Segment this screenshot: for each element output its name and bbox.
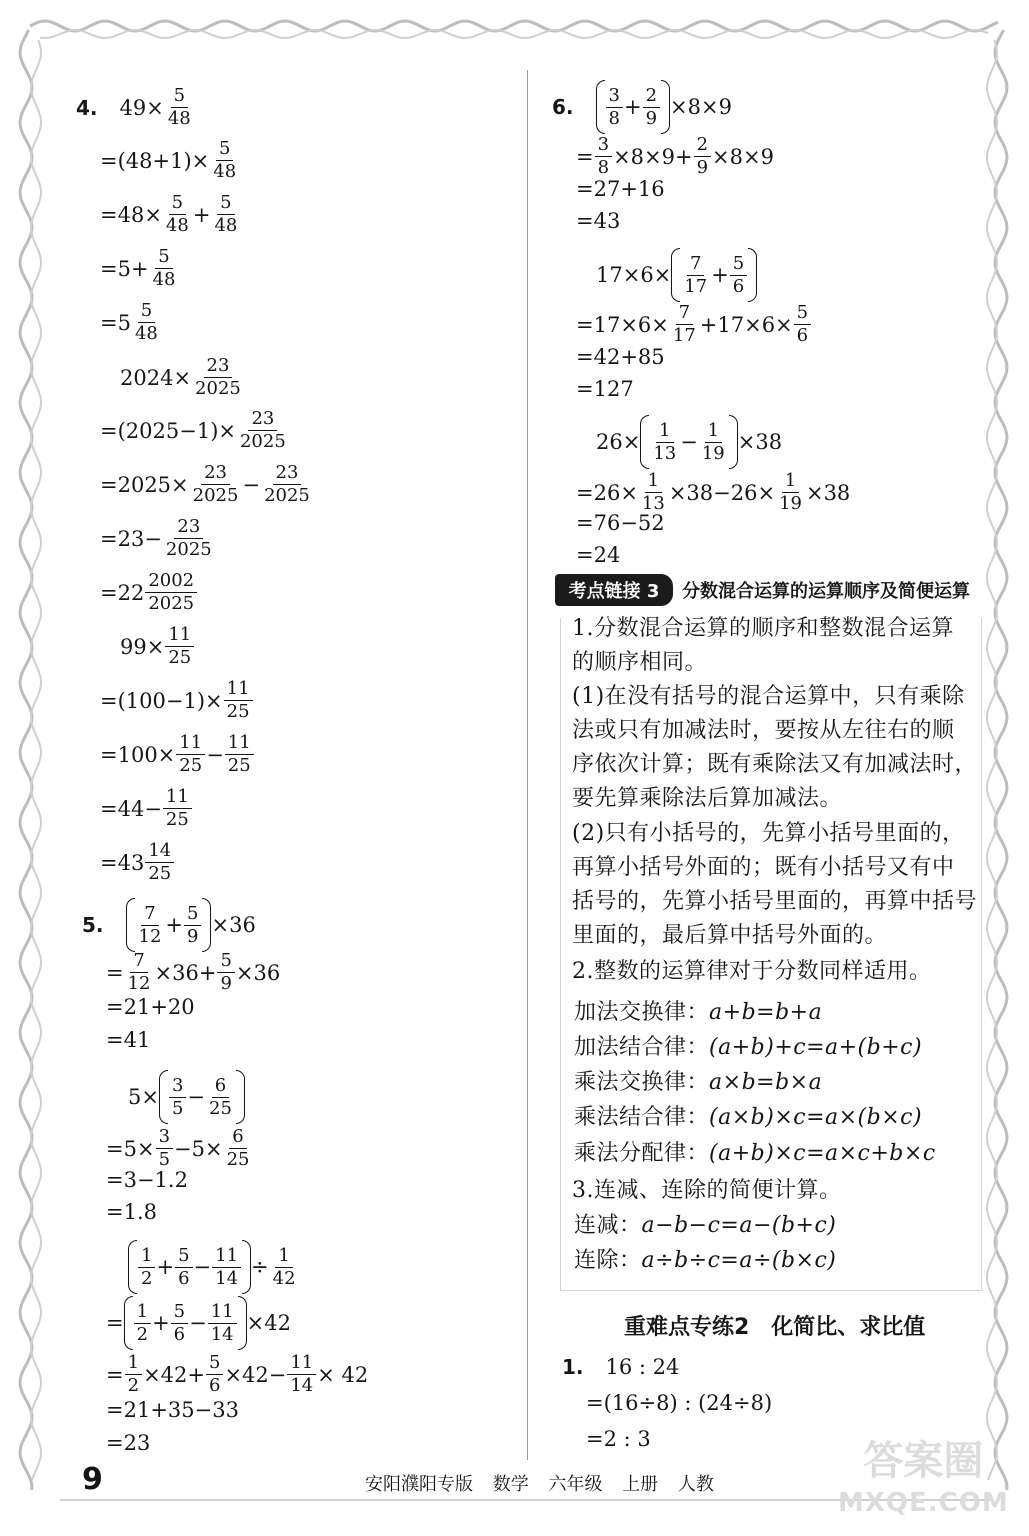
p4-line-1: 4. 49× $\frac{5}{48}$	[76, 85, 195, 130]
law-line: 连减：a−b−c=a−(b+c)	[574, 1213, 837, 1238]
knowledge-tag: 考点链接 3	[555, 574, 673, 606]
p4-line-4: =5+ $\frac{5}{48}$	[100, 246, 179, 291]
law-line: 乘法结合律：(a×b)×c=a×(b×c)	[574, 1105, 923, 1130]
knowledge-line: 要先算乘除法后算加减法。	[572, 786, 843, 811]
p5-line-10: = 1 2 + $\frac{5}{6}$ − $\frac{11}{14}$ ×42	[106, 1296, 291, 1350]
p4-line-13: =100× $\frac{11}{25}$ − $\frac{11}{25}$	[100, 732, 255, 777]
page-number: 9	[82, 1462, 103, 1497]
p4-line-14: =44− $\frac{11}{25}$	[100, 786, 193, 831]
knowledge-line: 再算小括号外面的；既有小括号又有中	[572, 855, 955, 880]
p6-line-7: =42+85	[576, 345, 665, 369]
p4-line-15: =43 14 25	[100, 840, 175, 885]
law-line: 乘法交换律：a×b=b×a	[574, 1070, 823, 1095]
fraction: $\frac{5}{48}$	[214, 192, 238, 236]
law-line: 乘法分配律：(a+b)×c=a×c+b×c	[574, 1141, 936, 1166]
fraction: $\frac{23}{2025}$	[192, 462, 239, 506]
knowledge-line: 法或只有加减法时，要按从左往右的顺	[572, 718, 955, 743]
s2-line-1: 1. 16 : 24	[562, 1352, 679, 1382]
column-divider	[527, 70, 528, 1460]
p4-line-10: =22 2002 2025	[100, 570, 198, 615]
p6-line-1: 6. 3 8 + $\frac{2}{9}$ ×8×9	[552, 80, 732, 134]
law-line: 加法交换律：a+b=b+a	[574, 1000, 823, 1025]
knowledge-line: 里面的，最后算中括号外面的。	[572, 923, 888, 948]
p4-line-6: 2024× $\frac{23}{2025}$	[120, 355, 245, 400]
p6-line-10: =26× $\frac{1}{13}$ ×38−26× $\frac{1}{19}$ ×38	[576, 470, 851, 514]
problem-number: 6.	[552, 95, 574, 119]
fraction: $\frac{23}{2025}$	[165, 516, 212, 560]
knowledge-title: 分数混合运算的运算顺序及简便运算	[682, 581, 970, 602]
parenthesis-group: 7 17 + $\frac{5}{6}$	[671, 248, 757, 302]
fraction: $\frac{5}{48}$	[167, 85, 191, 129]
fraction: $\frac{5}{48}$	[213, 138, 237, 182]
p5-line-8: =1.8	[106, 1200, 157, 1224]
fraction: $\frac{11}{25}$	[176, 732, 205, 777]
parenthesis-group: 3 8 + $\frac{2}{9}$	[596, 80, 671, 134]
p4-line-12: =(100−1)× $\frac{11}{25}$	[100, 678, 254, 723]
p6-line-6: =17×6× $\frac{7}{17}$ +17×6× $\frac{5}{6}$	[576, 302, 812, 347]
p5-line-1: 5. 7 12 + $\frac{5}{9}$ ×36	[82, 898, 256, 952]
p6-line-12: =24	[576, 543, 621, 567]
p4-line-7: =(2025−1)× $\frac{23}{2025}$	[100, 408, 290, 453]
fraction: $\frac{11}{25}$	[224, 678, 253, 723]
fraction: 5 48	[134, 300, 158, 344]
fraction: $\frac{23}{2025}$	[195, 355, 241, 399]
knowledge-line: 3.连减、连除的简便计算。	[572, 1178, 842, 1203]
p5-line-4: =41	[106, 1028, 151, 1052]
p6-line-4: =43	[576, 209, 621, 233]
fraction: $\frac{5}{48}$	[165, 192, 189, 236]
fraction: $\frac{23}{2025}$	[264, 462, 310, 506]
section-title: 重难点专练2 化简比、求比值	[624, 1315, 926, 1340]
p5-line-2: = $\frac{7}{12}$ ×36+ $\frac{5}{9}$ ×36	[106, 950, 281, 994]
p5-line-11: = $\frac{1}{2}$ ×42+ $\frac{5}{6}$ ×42− $\frac{11}{14}$ × 42	[106, 1352, 369, 1396]
parenthesis-group: 7 12 + $\frac{5}{9}$	[126, 898, 212, 952]
parenthesis-group: 1 13 − $\frac{1}{19}$	[640, 415, 737, 469]
fraction: $\frac{11}{25}$	[225, 732, 254, 777]
p4-line-5: =5 5 48	[100, 300, 162, 345]
p4-line-2: =(48+1)× $\frac{5}{48}$	[100, 138, 240, 183]
p4-line-9: =23− $\frac{23}{2025}$	[100, 516, 216, 561]
knowledge-line: 括号的，先算小括号里面的，再算中括号	[572, 889, 978, 914]
knowledge-line: 序依次计算；既有乘除法又有加减法时，	[572, 752, 978, 777]
problem-number: 4.	[76, 95, 98, 120]
knowledge-line: 2.整数的运算律对于分数同样适用。	[572, 959, 932, 984]
parenthesis-group: 1 2 + $\frac{5}{6}$ − $\frac{11}{14}$	[124, 1296, 247, 1350]
footer-text: 安阳濮阳专版 数学 六年级 上册 人教	[365, 1474, 714, 1495]
parenthesis-group: 3 5 − $\frac{6}{25}$	[159, 1070, 245, 1124]
p5-line-3: =21+20	[106, 995, 195, 1019]
fraction: $\frac{11}{25}$	[163, 786, 192, 831]
p6-line-8: =127	[576, 377, 634, 401]
p6-line-11: =76−52	[576, 511, 665, 535]
s2-line-3: =2 : 3	[586, 1427, 651, 1451]
p5-line-6: =5× $\frac{3}{5}$ −5× $\frac{6}{25}$	[106, 1126, 250, 1170]
fraction: $\frac{5}{48}$	[152, 246, 176, 290]
fraction: $\frac{11}{25}$	[165, 624, 194, 669]
p4-line-8: =2025× $\frac{23}{2025}$ − $\frac{23}{2025}$	[100, 462, 314, 507]
knowledge-line: (2)只有小括号的，先算小括号里面的，	[572, 821, 965, 846]
p5-line-5: 5× 3 5 − $\frac{6}{25}$	[128, 1070, 245, 1124]
p5-line-13: =23	[106, 1431, 151, 1455]
knowledge-line: 的顺序相同。	[572, 650, 708, 675]
knowledge-line: 1.分数混合运算的顺序和整数混合运算	[572, 616, 954, 641]
s2-line-2: =(16÷8) : (24÷8)	[586, 1391, 773, 1415]
p6-line-3: =27+16	[576, 177, 665, 201]
p6-line-2: = $\frac{3}{8}$ ×8×9+ $\frac{2}{9}$ ×8×9	[576, 134, 774, 178]
problem-number: 5.	[82, 913, 104, 937]
fraction: 14 25	[145, 840, 174, 885]
p6-line-9: 26× 1 13 − $\frac{1}{19}$ ×38	[596, 415, 782, 469]
fraction: 2002 2025	[145, 570, 197, 615]
problem-number: 1.	[562, 1355, 584, 1379]
law-line: 加法结合律：(a+b)+c=a+(b+c)	[574, 1035, 923, 1060]
law-line: 连除：a÷b÷c=a÷(b×c)	[574, 1248, 837, 1273]
p4-line-3: =48× $\frac{5}{48}$ + $\frac{5}{48}$	[100, 192, 241, 237]
p6-line-5: 17×6× 7 17 + $\frac{5}{6}$	[596, 248, 757, 302]
knowledge-line: (1)在没有括号的混合运算中，只有乘除	[572, 684, 965, 709]
fraction: $\frac{23}{2025}$	[239, 408, 286, 452]
p5-line-7: =3−1.2	[106, 1168, 188, 1192]
p5-line-9: 1 2 + $\frac{5}{6}$ − $\frac{11}{14}$ ÷ $\frac{1}{42}$	[128, 1240, 300, 1294]
p5-line-12: =21+35−33	[106, 1398, 239, 1422]
watermark: 答案圈 MXQE.COM	[838, 1438, 1009, 1518]
parenthesis-group: 1 2 + $\frac{5}{6}$ − $\frac{11}{14}$	[128, 1240, 251, 1294]
p4-line-11: 99× $\frac{11}{25}$	[120, 624, 195, 669]
